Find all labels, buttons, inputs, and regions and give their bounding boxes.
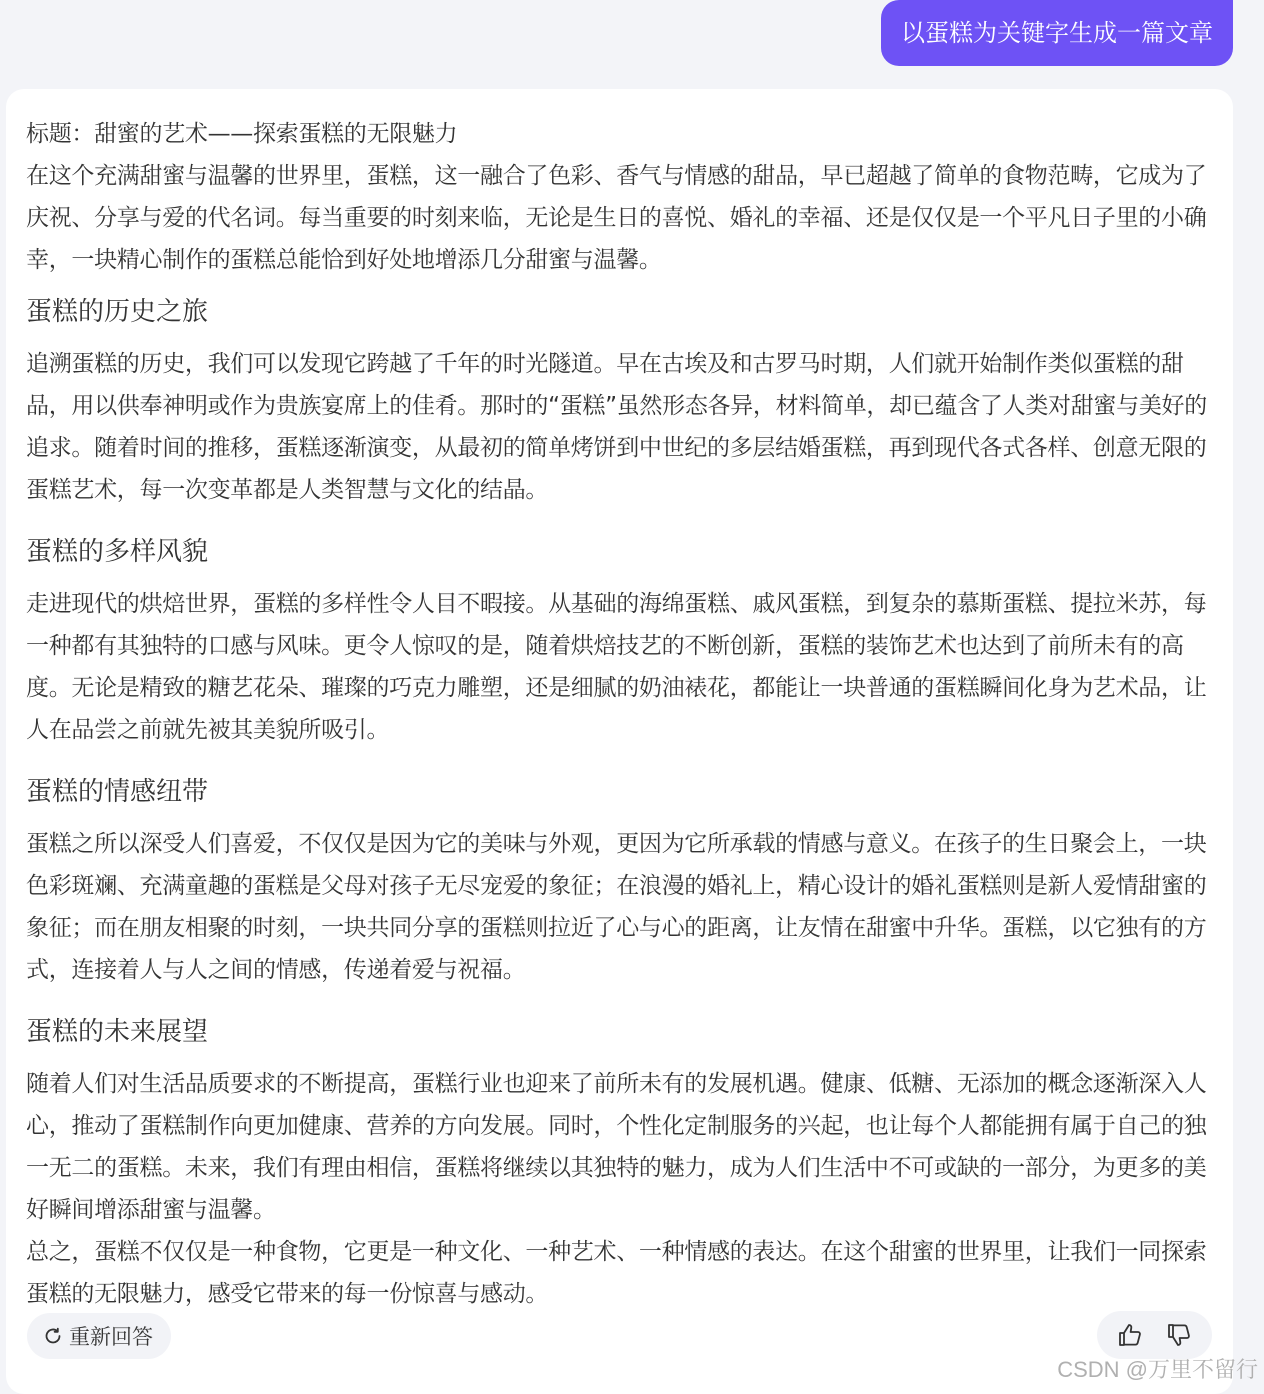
regenerate-button[interactable] xyxy=(27,1313,171,1359)
section-heading: 蛋糕的未来展望 xyxy=(26,1017,209,1047)
section-body: 走进现代的烘焙世界，蛋糕的多样性令人目不暇接。从基础的海绵蛋糕、戚风蛋糕，到复杂的慕斯蛋糕、提拉米苏，每一种都有其独特的口感与风味。更令人惊叹的是，随着烘焙技艺的不断创新，蛋糕的装饰艺术也达到了前所未有的高度。无论是精致的糖艺花朵、璀璨的巧克力雕塑，还是细腻的奶油裱花，都能让一块普通的蛋糕瞬间化身为艺术品，让人在品尝之前就先被其美貌所吸引。 xyxy=(26,591,1207,743)
regenerate-label: 重新回答 xyxy=(69,1325,153,1349)
section-body: 蛋糕之所以深受人们喜爱，不仅仅是因为它的美味与外观，更因为它所承载的情感与意义。在孩子的生日聚会上，一块色彩斑斓、充满童趣的蛋糕是父母对孩子无尽宠爱的象征；在浪漫的婚礼上，精心设计的婚礼蛋糕则是新人爱情甜蜜的象征；而在朋友相聚的时刻，一块共同分享的蛋糕则拉近了心与心的距离，让友情在甜蜜中升华。蛋糕，以它独有的方式，连接着人与人之间的情感，传递着爱与祝福。 xyxy=(26,831,1207,983)
dislike-button[interactable] xyxy=(1165,1321,1193,1349)
section-body: 随着人们对生活品质要求的不断提高，蛋糕行业也迎来了前所未有的发展机遇。健康、低糖、无添加的概念逐渐深入人心，推动了蛋糕制作向更加健康、营养的方向发展。同时，个性化定制服务的兴起，也让每个人都能拥有属于自己的独一无二的蛋糕。未来，我们有理由相信，蛋糕将继续以其独特的魅力，成为人们生活中不可或缺的一部分，为更多的美好瞬间增添甜蜜与温馨。 xyxy=(26,1071,1207,1223)
answer-card xyxy=(6,89,1233,1394)
section-heading: 蛋糕的情感纽带 xyxy=(26,777,209,807)
refresh-icon xyxy=(43,1326,63,1346)
article-intro: 在这个充满甜蜜与温馨的世界里，蛋糕，这一融合了色彩、香气与情感的甜品，早已超越了简单的食物范畴，它成为了庆祝、分享与爱的代名词。每当重要的时刻来临，无论是生日的喜悦、婚礼的幸福、还是仅仅是一个平凡日子里的小确幸，一块精心制作的蛋糕总能恰到好处地增添几分甜蜜与温馨。 xyxy=(26,163,1207,273)
article-title: 标题：甜蜜的艺术——探索蛋糕的无限魅力 xyxy=(26,121,458,147)
watermark: CSDN @万里不留行 xyxy=(1057,1357,1258,1382)
thumbs-up-icon xyxy=(1116,1321,1144,1349)
article-content xyxy=(26,113,1214,1315)
article-conclusion: 总之，蛋糕不仅仅是一种食物，它更是一种文化、一种艺术、一种情感的表达。在这个甜蜜的世界里，让我们一同探索蛋糕的无限魅力，感受它带来的每一份惊喜与感动。 xyxy=(26,1239,1207,1307)
feedback-group xyxy=(1097,1311,1212,1359)
user-message-bubble: 以蛋糕为关键字生成一篇文章 xyxy=(881,0,1233,66)
section-body: 追溯蛋糕的历史，我们可以发现它跨越了千年的时光隧道。早在古埃及和古罗马时期，人们就开始制作类似蛋糕的甜品，用以供奉神明或作为贵族宴席上的佳肴。那时的“蛋糕”虽然形态各异，材料简单，却已蕴含了人类对甜蜜与美好的追求。随着时间的推移，蛋糕逐渐演变，从最初的简单烤饼到中世纪的多层结婚蛋糕，再到现代各式各样、创意无限的蛋糕艺术，每一次变革都是人类智慧与文化的结晶。 xyxy=(26,351,1207,503)
section-heading: 蛋糕的历史之旅 xyxy=(26,297,209,327)
like-button[interactable] xyxy=(1116,1321,1144,1349)
section-heading: 蛋糕的多样风貌 xyxy=(26,537,209,567)
thumbs-down-icon xyxy=(1165,1321,1193,1349)
